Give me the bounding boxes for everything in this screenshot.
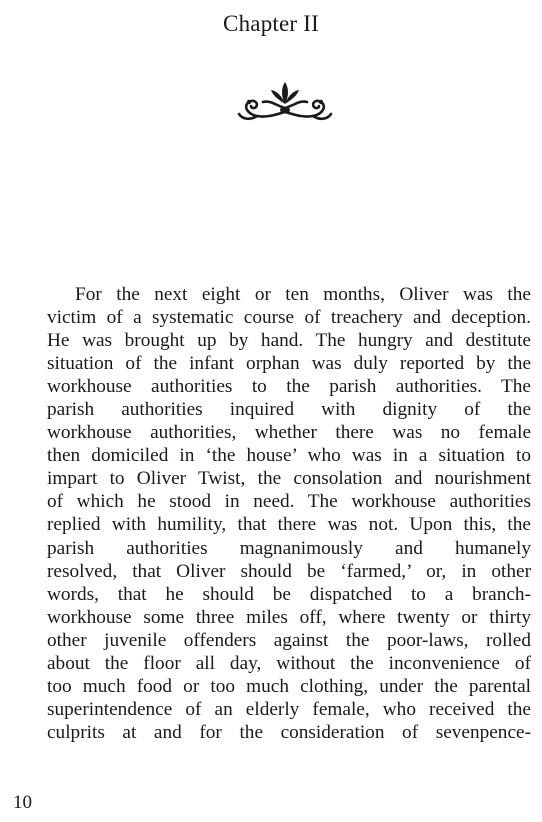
text-line: workhouse some three miles off, where twenty or thirty	[47, 606, 531, 628]
text-line: workhouse authorities, whether there was no female	[47, 422, 531, 444]
text-line: resolved, that Oliver should be ‘farmed,’ or, in other	[47, 560, 531, 582]
text-line: He was brought up by hand. The hungry and destitute	[47, 330, 531, 352]
text-line: victim of a systematic course of treachery and deception.	[47, 307, 531, 329]
page-number: 10	[13, 792, 32, 813]
chapter-title: Chapter II	[223, 11, 319, 36]
text-line: words, that he should be dispatched to a branch-	[47, 583, 531, 605]
text-line: culprits at and for the consideration of sevenpence-	[47, 721, 531, 743]
text-line: replied with humility, that there was not. Upon this, the	[47, 514, 531, 536]
text-line: too much food or too much clothing, under the parental	[47, 675, 531, 697]
text-line: parish authorities magnanimously and humanely	[47, 537, 531, 559]
text-line: parish authorities inquired with dignity of the	[47, 399, 531, 421]
text-line: then domiciled in ‘the house’ who was in a situation to	[47, 445, 531, 467]
chapter-paragraph	[47, 283, 531, 744]
text-line: about the floor all day, without the inconvenience of	[47, 652, 531, 674]
text-line: of which he stood in need. The workhouse authorities	[47, 491, 531, 513]
text-line: impart to Oliver Twist, the consolation and nourishment	[47, 468, 531, 490]
text-line: For the next eight or ten months, Oliver was the	[75, 284, 531, 305]
fleuron-ornament-icon	[235, 78, 335, 126]
text-line: superintendence of an elderly female, who received the	[47, 698, 531, 720]
text-line: workhouse authorities to the parish authorities. The	[47, 376, 531, 398]
text-line: situation of the infant orphan was duly reported by the	[47, 353, 531, 375]
text-line: other juvenile offenders against the poor-laws, rolled	[47, 629, 531, 651]
